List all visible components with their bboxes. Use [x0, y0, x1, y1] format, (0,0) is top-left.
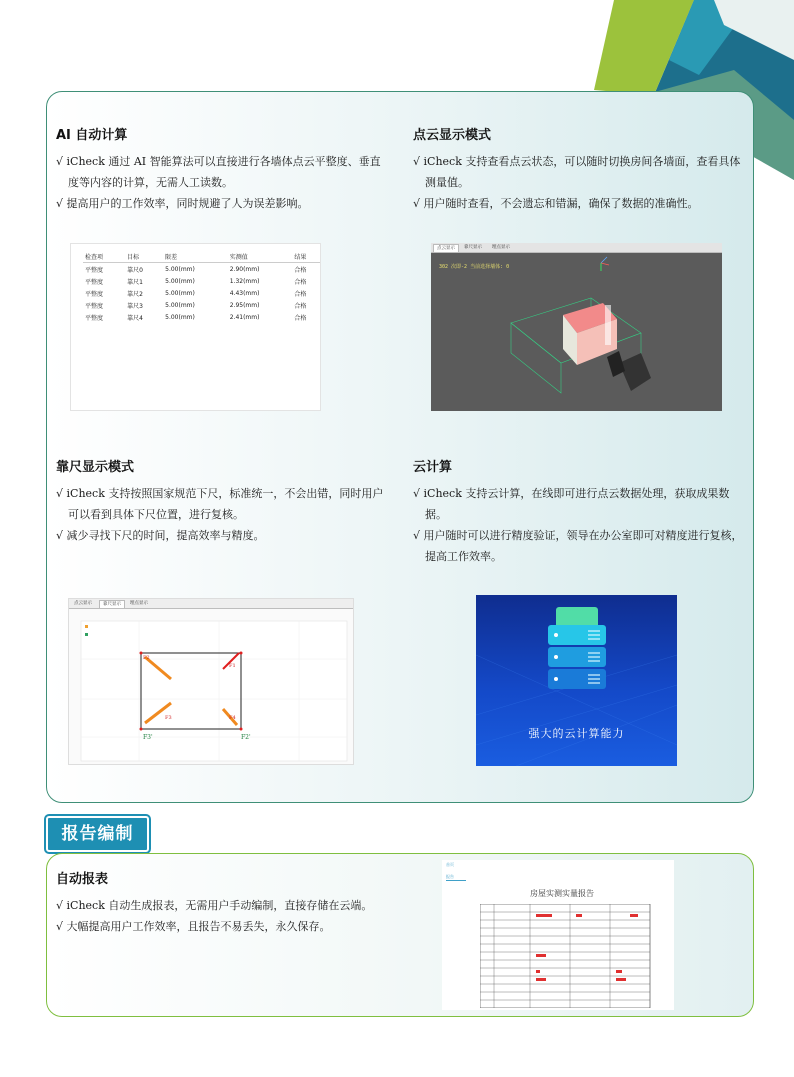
tab-markers[interactable]: 埋点显示 [130, 601, 148, 606]
table-row [83, 299, 321, 311]
cell: 合格 [294, 266, 307, 274]
cell: 合格 [294, 314, 307, 322]
report-nav-report[interactable]: 报告 [446, 874, 466, 881]
measurement-table-screenshot [70, 243, 321, 411]
pointcloud-render [431, 253, 722, 411]
col-header: 目标 [125, 250, 163, 263]
cell: 5.00(mm) [165, 301, 195, 309]
cell: 平整度 [85, 314, 104, 322]
report-form-grid [480, 904, 652, 1008]
cell: 5.00(mm) [165, 289, 195, 297]
tab-pointcloud[interactable]: 点云显示 [74, 601, 92, 606]
col-header: 实测值 [228, 250, 293, 263]
cell: 合格 [294, 290, 307, 298]
report-bullet-2: √ 大幅提高用户工作效率，且报告不易丢失，永久保存。 [56, 920, 331, 933]
pointcloud-bullet-1: √ iCheck 支持查看点云状态，可以随时切换房间各墙面，查看具体测量值。 [413, 155, 741, 189]
ruler-label-f4: F4 [229, 715, 236, 721]
cell: 4.43(mm) [229, 289, 260, 297]
ruler-label-f1: F1 [229, 663, 236, 669]
ruler-tabbar [69, 599, 353, 609]
cloudcalc-section [413, 456, 743, 567]
cloudcalc-bullet-1: √ iCheck 支持云计算，在线即可进行点云数据处理，获取成果数据。 [413, 487, 730, 521]
ruler-label-f2: F2 [143, 655, 150, 661]
tab-pointcloud[interactable]: 点云显示 [433, 244, 459, 252]
cell: 2.95(mm) [229, 301, 260, 309]
cell: 5.00(mm) [165, 265, 195, 273]
cloud-caption: 强大的云计算能力 [528, 727, 625, 740]
ruler-screenshot [68, 598, 354, 765]
pointcloud-status: 302 次即-2 当前选择墙体: 0 [439, 264, 510, 270]
view-tabbar [431, 243, 722, 253]
pointcloud-bullet-2: √ 用户随时查看，不会遗忘和错漏，确保了数据的准确性。 [413, 197, 699, 210]
report-section [56, 868, 446, 937]
report-screenshot [442, 860, 674, 1010]
cell: 平整度 [85, 302, 104, 310]
cell: 5.00(mm) [165, 313, 195, 321]
tab-markers[interactable]: 埋点显示 [492, 245, 510, 250]
pointcloud-title: 点云显示模式 [413, 128, 492, 143]
cell: 靠尺4 [127, 314, 143, 322]
tab-ruler[interactable]: 靠尺显示 [464, 245, 482, 250]
cell: 1.32(mm) [229, 277, 260, 285]
cell: 5.00(mm) [165, 277, 195, 285]
ruler-section [56, 456, 386, 546]
ai-bullet-2: √ 提高用户的工作效率，同时规避了人为误差影响。 [56, 197, 309, 210]
col-header: 结果 [292, 250, 321, 263]
cell: 靠尺2 [127, 290, 143, 298]
report-bullet-1: √ iCheck 自动生成报表，无需用户手动编制，直接存储在云端。 [56, 899, 373, 912]
ai-title: AI 自动计算 [56, 128, 128, 143]
report-title: 自动报表 [56, 872, 109, 887]
col-header: 检查项 [83, 250, 125, 263]
cell: 靠尺3 [127, 302, 143, 310]
cell: 平整度 [85, 290, 104, 298]
cell: 靠尺1 [127, 278, 143, 286]
ruler-label-f3: F3 [165, 715, 172, 721]
cell: 平整度 [85, 278, 104, 286]
table-row [83, 311, 321, 323]
ai-bullet-1: √ iCheck 通过 AI 智能算法可以直接进行各墙体点云平整度、垂直度等内容的计算，无需人工读数。 [56, 155, 381, 189]
ai-section [56, 124, 386, 214]
tab-ruler[interactable]: 靠尺显示 [99, 600, 125, 608]
ruler-label-f3p: F3' [143, 734, 153, 741]
report-nav-home[interactable]: 首页 [446, 862, 454, 867]
col-header: 限差 [163, 250, 228, 263]
cell: 靠尺0 [127, 266, 143, 274]
cloudcalc-title: 云计算 [413, 460, 453, 475]
table-row [83, 263, 321, 276]
report-title-text: 房屋实测实量报告 [530, 889, 594, 898]
ruler-plot [69, 609, 354, 765]
ruler-bullet-2: √ 减少寻找下尺的时间，提高效率与精度。 [56, 529, 265, 542]
table-row [83, 275, 321, 287]
pointcloud-section [413, 124, 743, 214]
ruler-title: 靠尺显示模式 [56, 460, 135, 475]
cell: 2.90(mm) [229, 265, 260, 273]
cell: 合格 [294, 302, 307, 310]
table-row [83, 287, 321, 299]
ruler-label-f2p: F2' [241, 734, 251, 741]
cloudcalc-bullet-2: √ 用户随时可以进行精度验证，领导在办公室即可对精度进行复核，提高工作效率。 [413, 529, 743, 563]
cloud-computing-image [476, 595, 677, 766]
measurement-table [83, 250, 321, 323]
cell: 合格 [294, 278, 307, 286]
cell: 2.41(mm) [229, 313, 260, 321]
report-badge: 报告编制 [46, 816, 149, 852]
ruler-bullet-1: √ iCheck 支持按照国家规范下尺，标准统一，不会出错，同时用户可以看到具体下尺位置，进行复核。 [56, 487, 384, 521]
cell: 平整度 [85, 266, 104, 274]
pointcloud-screenshot [431, 243, 722, 411]
